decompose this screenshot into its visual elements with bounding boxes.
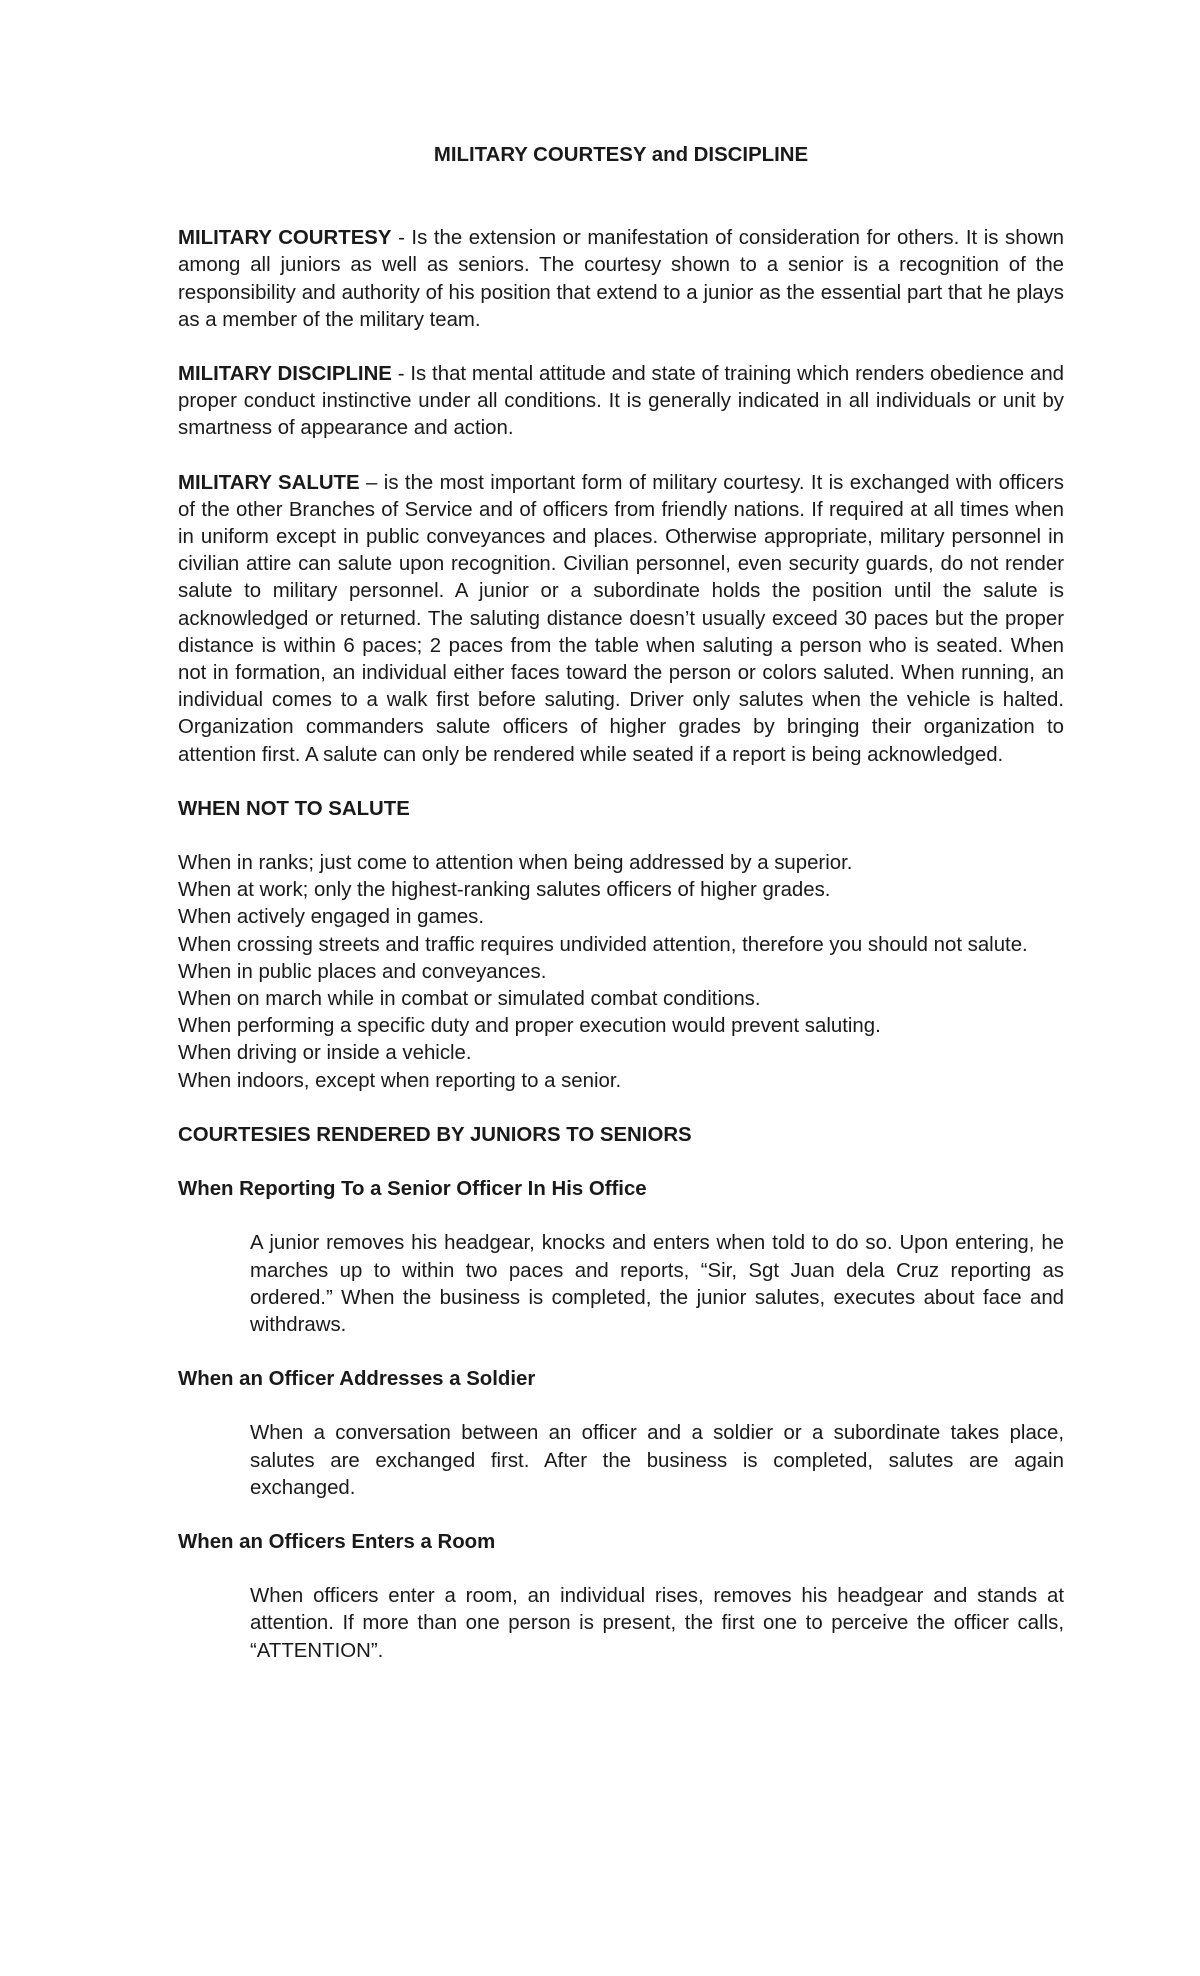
section-title-addresses: When an Officer Addresses a Soldier <box>178 1368 536 1391</box>
list-item: When driving or inside a vehicle. <box>178 1042 472 1065</box>
section-text-enters-room: When officers enter a room, an individual rises, removes his headgear and stands at attention. If more than one person is present, the first one to perceive the officer calls, “ATTENTION”. <box>250 1585 1064 1662</box>
discipline-term: MILITARY DISCIPLINE <box>178 363 392 386</box>
list-item: When on march while in combat or simulated combat conditions. <box>178 988 761 1011</box>
salute-text: – is the most important form of military courtesy. It is exchanged with officers of the other Branches of Service and of officers from friendly nations. If required at all times when in uniform except in public conveyances and places. Otherwise appropriate, military personnel in civilian attire can salute upon recognition. Civilian personnel, even security guards, do not render salute to military personnel. A junior or a subordinate holds the position until the salute is acknowledged or returned. The saluting distance doesn’t usually exceed 30 paces but the proper distance is within 6 paces; 2 paces from the table when saluting a person who is seated. When not in formation, an individual either faces toward the person or colors saluted. When running, an individual comes to a walk first before saluting. Driver only salutes when the vehicle is halted. Organization commanders salute officers of higher grades by bringing their organization to attention first. A salute can only be rendered while seated if a report is being acknowledged. <box>178 471 1064 766</box>
section-text-addresses: When a conversation between an officer and a soldier or a subordinate takes place, salutes are exchanged first. After the business is completed, salutes are again exchanged. <box>250 1422 1064 1499</box>
courtesies-heading: COURTESIES RENDERED BY JUNIORS TO SENIORS <box>178 1123 692 1146</box>
list-item: When actively engaged in games. <box>178 906 485 929</box>
courtesy-paragraph <box>178 225 1064 334</box>
document-page <box>178 142 1064 1692</box>
salute-term: MILITARY SALUTE <box>178 471 360 494</box>
list-item: When indoors, except when reporting to a senior. <box>178 1069 622 1092</box>
discipline-text: - Is that mental attitude and state of training which renders obedience and proper conduct instinctive under all conditions. It is generally indicated in all individuals or unit by smartness of appearance and action. <box>178 363 1065 440</box>
list-item: When in ranks; just come to attention when being addressed by a superior. <box>178 852 853 875</box>
not-to-salute-list <box>178 850 1064 1095</box>
section-text-reporting: A junior removes his headgear, knocks and enters when told to do so. Upon entering, he marches up to within two paces and reports, “Sir, Sgt Juan dela Cruz reporting as ordered.” When the business is completed, the junior salutes, executes about face and withdraws. <box>250 1232 1064 1336</box>
discipline-paragraph <box>178 361 1064 443</box>
not-to-salute-heading: WHEN NOT TO SALUTE <box>178 797 410 820</box>
list-item: When at work; only the highest-ranking salutes officers of higher grades. <box>178 879 831 902</box>
page-title: MILITARY COURTESY and DISCIPLINE <box>433 144 809 166</box>
salute-paragraph <box>178 470 1064 769</box>
section-title-enters-room: When an Officers Enters a Room <box>178 1530 496 1553</box>
list-item: When in public places and conveyances. <box>178 960 547 983</box>
courtesy-text: - Is the extension or manifestation of consideration for others. It is shown among all juniors as well as seniors. The courtesy shown to a senior is a recognition of the responsibility and authority of his position that extend to a junior as the essential part that he plays as a member of the military team. <box>178 227 1064 331</box>
list-item: When performing a specific duty and proper execution would prevent saluting. <box>178 1015 881 1038</box>
courtesy-term: MILITARY COURTESY <box>178 227 392 250</box>
list-item: When crossing streets and traffic requires undivided attention, therefore you should not salute. <box>178 933 1028 956</box>
section-title-reporting: When Reporting To a Senior Officer In His Office <box>178 1178 647 1201</box>
